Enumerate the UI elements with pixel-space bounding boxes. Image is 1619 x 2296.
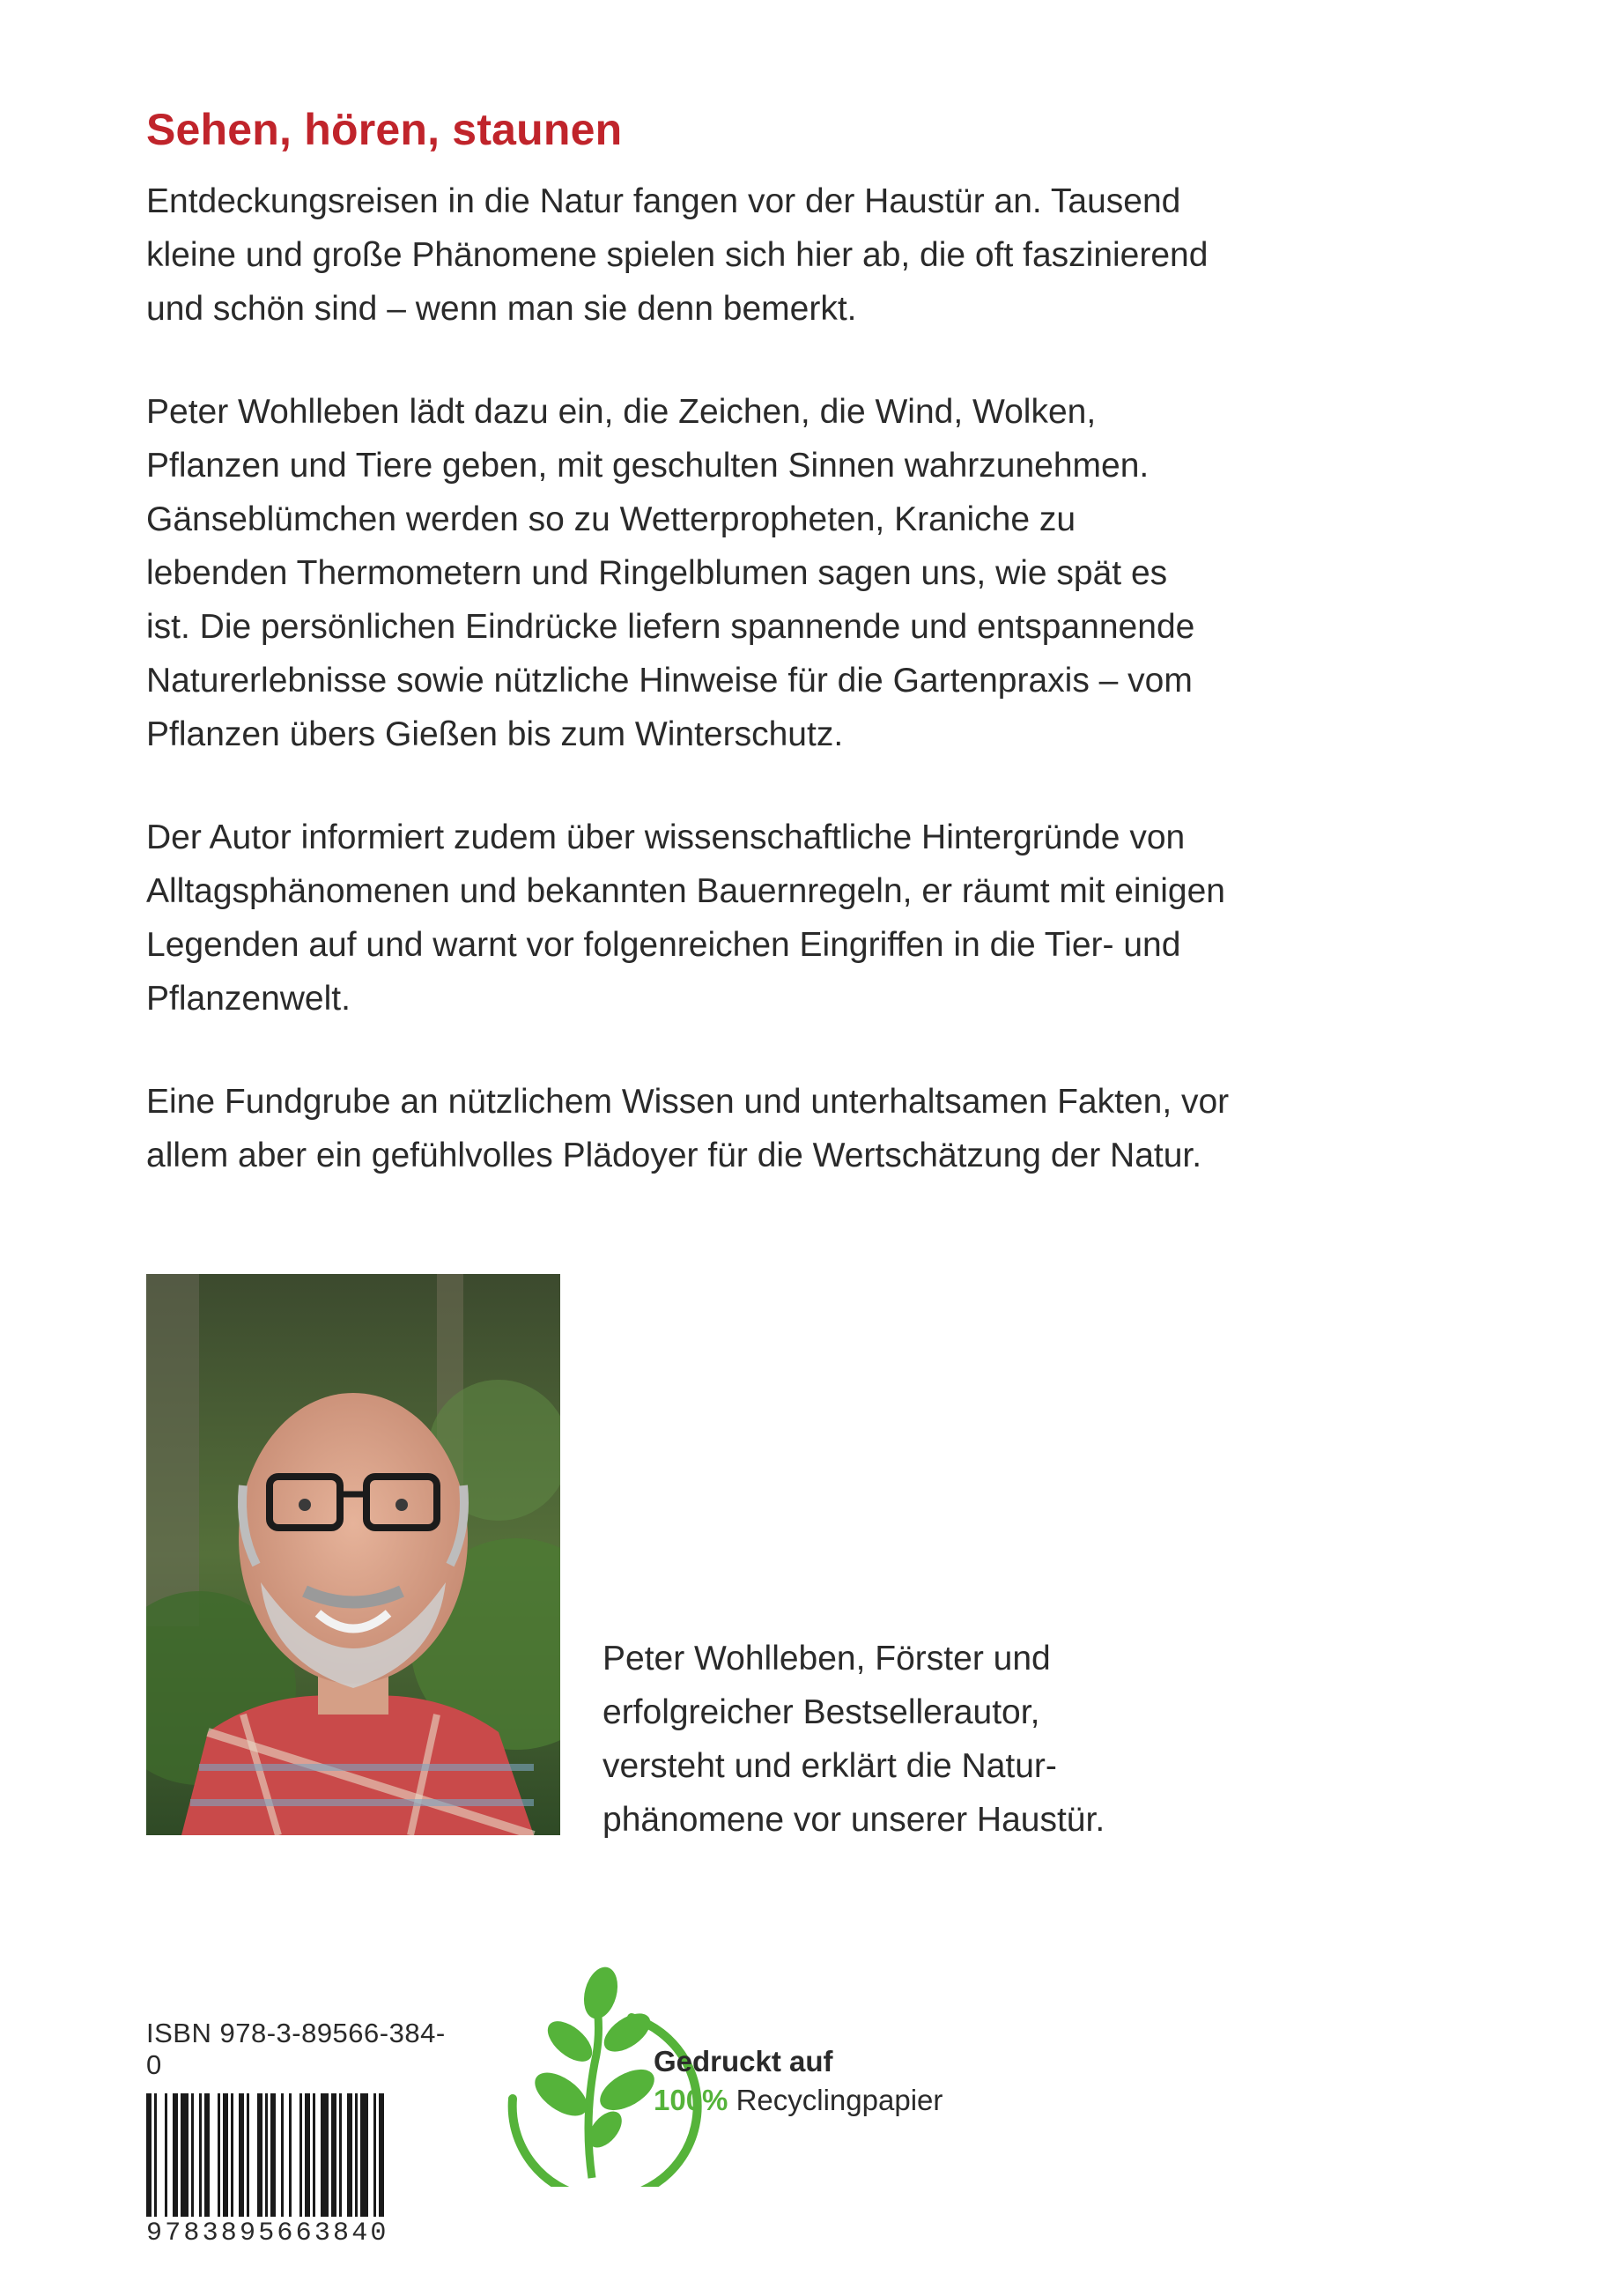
barcode-bar: [173, 2093, 178, 2217]
barcode-bar: [355, 2093, 358, 2217]
barcode-digits: 9783895663840: [146, 2218, 389, 2248]
barcode-bar: [360, 2093, 368, 2217]
blurb: [146, 174, 1327, 1232]
author-photo: [146, 1274, 560, 1835]
barcode-bar: [154, 2093, 157, 2217]
barcode-bar: [218, 2093, 220, 2217]
barcode-bar: [257, 2093, 262, 2217]
paragraph: Eine Fundgrube an nützlichem Wissen und unterhaltsamen Fakten, vor allem aber ein gefühlvolles Plädoyer für die Wertschätzung der Natur.: [146, 1083, 1230, 1174]
barcode-bar: [247, 2093, 249, 2217]
barcode-bar: [265, 2093, 268, 2217]
recycling-note: [654, 2042, 943, 2120]
isbn-block: [146, 2018, 446, 2248]
barcode-bar: [321, 2093, 329, 2217]
barcode-bar: [199, 2093, 202, 2217]
barcode-bar: [181, 2093, 189, 2217]
isbn-label: ISBN 978-3-89566-384-0: [146, 2018, 446, 2080]
author-bio: Peter Wohlleben, Förster und erfolgreicher Bestsellerautor, versteht und erklärt die Natur- phänomene vor unserer Haustür.: [603, 1640, 1105, 1839]
barcode-bar: [204, 2093, 210, 2217]
barcode-bar: [299, 2093, 302, 2217]
barcode-bar: [313, 2093, 315, 2217]
barcode-bar: [379, 2093, 384, 2217]
page-title: Sehen, hören, staunen: [146, 105, 623, 154]
barcode-bar: [146, 2093, 152, 2217]
barcode-bar: [191, 2093, 194, 2217]
barcode-bar: [281, 2093, 284, 2217]
barcode-bar: [339, 2093, 342, 2217]
barcode-bar: [331, 2093, 336, 2217]
barcode-bar: [289, 2093, 292, 2217]
paragraph: Peter Wohlleben lädt dazu ein, die Zeichen, die Wind, Wolken, Pflanzen und Tiere geben, mit geschulten Sinnen wahrzunehmen. Gänseblümchen werden so zu Wetterpropheten, Kraniche zu lebenden Thermometern und Ringelblumen sagen uns, wie spät es ist. Die persönlichen Eindrücke liefern spannende und entspannende Naturerlebnisse sowie nützliche Hinweise für die Gartenpraxis – vom Pflanzen übers Gießen bis zum Winterschutz.: [146, 393, 1195, 753]
eco-line2: Recyclingpapier: [736, 2084, 943, 2116]
barcode-bar: [223, 2093, 228, 2217]
barcode: [146, 2093, 437, 2217]
barcode-bar: [231, 2093, 233, 2217]
eco-line1: Gedruckt auf: [654, 2045, 833, 2078]
barcode-bar: [165, 2093, 167, 2217]
barcode-bar: [373, 2093, 376, 2217]
barcode-bar: [270, 2093, 276, 2217]
barcode-bar: [239, 2093, 244, 2217]
barcode-bar: [305, 2093, 310, 2217]
barcode-bar: [347, 2093, 352, 2217]
paragraph: Entdeckungsreisen in die Natur fangen vor der Haustür an. Tausend kleine und große Phänomene spielen sich hier ab, die oft faszinierend und schön sind – wenn man sie denn bemerkt.: [146, 182, 1209, 328]
paragraph: Der Autor informiert zudem über wissenschaftliche Hintergründe von Alltagsphänomenen und bekannten Bauernregeln, er räumt mit einigen Legenden auf und warnt vor folgenreichen Eingriffen in die Tier- und Pflanzenwelt.: [146, 818, 1225, 1018]
eco-percent: 100%: [654, 2084, 728, 2116]
